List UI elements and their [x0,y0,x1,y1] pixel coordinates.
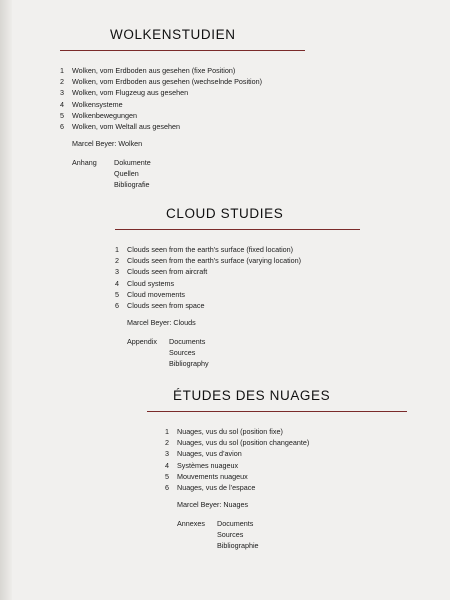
toc-item[interactable]: 6 Clouds seen from space [115,301,205,311]
section-french [165,388,407,551]
toc-item[interactable]: 3 Nuages, vus d’avion [165,449,242,459]
appendix-item[interactable]: Bibliografie [114,180,150,190]
toc-item[interactable]: 3 Clouds seen from aircraft [115,267,208,277]
section-german [60,27,305,190]
author-byline: Marcel Beyer: Nuages [177,500,249,510]
title-rule [147,411,407,412]
toc-item[interactable]: 1 Wolken, vom Erdboden aus gesehen (fixe Position) [60,66,236,75]
appendix-label: Appendix [127,337,157,347]
appendix-block [72,157,305,190]
title-rule [60,50,305,51]
appendix-label: Annexes [177,519,205,529]
appendix-label: Anhang [72,158,97,168]
title-rule [115,229,360,230]
toc-item[interactable]: 6 Wolken, vom Weltall aus gesehen [60,122,181,132]
appendix-item[interactable]: Documents [217,519,254,529]
section-english [115,206,360,369]
toc-item[interactable]: 1 Nuages, vus du sol (position fixe) [165,427,283,436]
toc-item[interactable]: 2 Clouds seen from the earth’s surface (varying location) [115,256,302,266]
author-byline: Marcel Beyer: Clouds [127,318,196,328]
toc-item[interactable]: 5 Cloud movements [115,289,185,299]
appendix-list [169,336,209,369]
appendix-item[interactable]: Dokumente [114,158,151,168]
toc-list [115,244,360,311]
appendix-item[interactable]: Bibliographie [217,541,259,551]
toc-item[interactable]: 6 Nuages, vus de l’espace [165,483,256,493]
section-title: ÉTUDES DES NUAGES [173,388,331,403]
toc-item[interactable]: 2 Nuages, vus du sol (position changeante) [165,438,310,448]
appendix-item[interactable]: Documents [169,337,206,347]
toc-item[interactable]: 4 Cloud systems [115,278,175,288]
appendix-block [127,336,360,369]
page-edge [0,0,12,600]
toc-list [165,426,407,493]
toc-item[interactable]: 4 Systèmes nuageux [165,460,239,470]
appendix-item[interactable]: Sources [169,348,196,358]
section-title: CLOUD STUDIES [166,206,284,221]
toc-item[interactable]: 1 Clouds seen from the earth’s surface (fixed location) [115,245,294,254]
toc-item[interactable]: 2 Wolken, vom Erdboden aus gesehen (wechselnde Position) [60,77,263,87]
appendix-list [114,157,151,190]
appendix-block [177,518,407,551]
author-byline: Marcel Beyer: Wolken [72,139,143,149]
toc-list [60,65,305,132]
toc-item[interactable]: 3 Wolken, vom Flugzeug aus gesehen [60,88,189,98]
toc-item[interactable]: 5 Mouvements nuageux [165,471,248,481]
appendix-item[interactable]: Sources [217,530,244,540]
section-title: WOLKENSTUDIEN [110,27,236,42]
toc-item[interactable]: 4 Wolkensysteme [60,99,123,109]
appendix-item[interactable]: Quellen [114,169,139,179]
appendix-item[interactable]: Bibliography [169,359,209,369]
toc-item[interactable]: 5 Wolkenbewegungen [60,110,138,120]
appendix-list [217,518,259,551]
